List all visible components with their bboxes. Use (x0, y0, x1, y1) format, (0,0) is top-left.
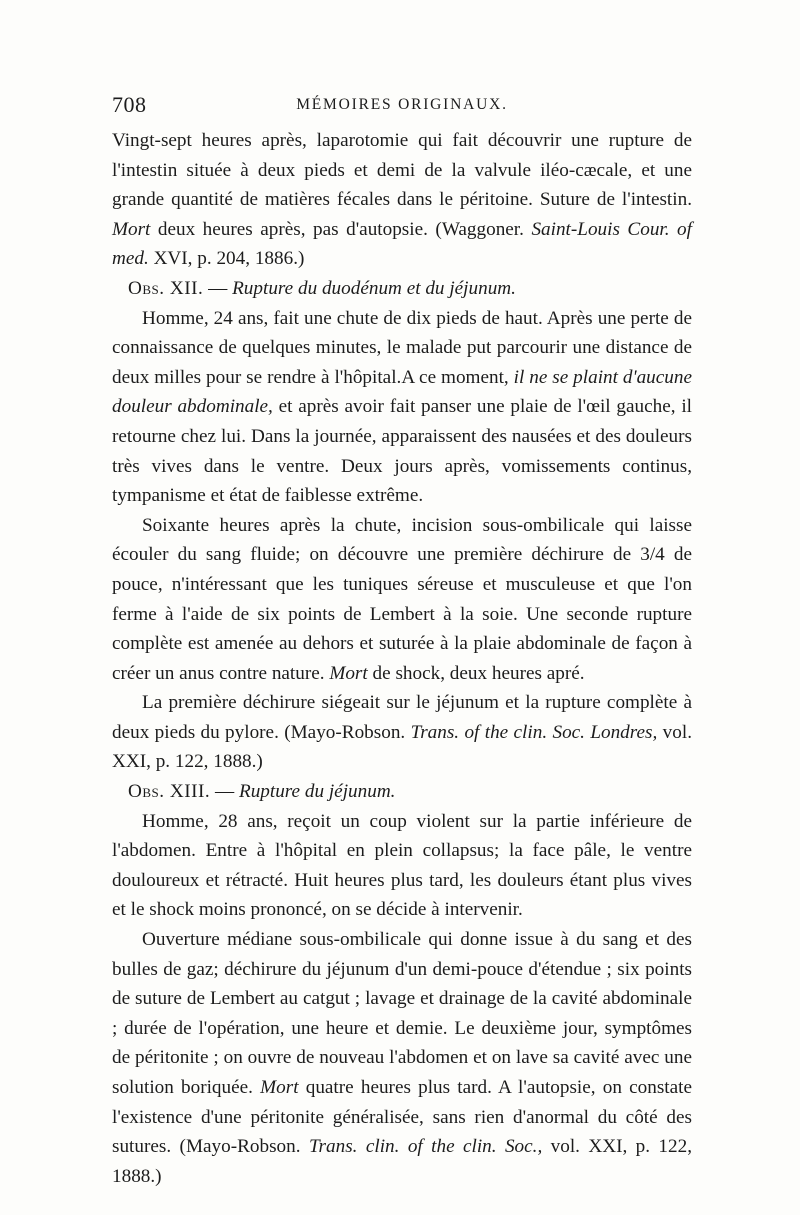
paragraph-case-xii-history: Homme, 24 ans, fait une chute de dix pieds de haut. Après une perte de connaissance de quelques minutes, le malade put parcourir une distance de deux milles pour se rendre à l'hôpital.A ce moment, il ne se plaint d'aucune douleur abdominale, et après avoir fait panser une plaie de l'œil gauche, il retourne chez lui. Dans la journée, apparaissent des nausées et des douleurs très vives dans le ventre. Deux jours après, vomissements continus, tympanisme et état de faiblesse extrême. (112, 307, 692, 507)
observation-heading-xiii: Obs. XIII. — Rupture du jéjunum. (128, 781, 396, 803)
observation-heading-xii: Obs. XII. — Rupture du duodénum et du jéjunum. (128, 277, 516, 299)
paragraph-case-xiii-history: Homme, 28 ans, reçoit un coup violent sur la partie inférieure de l'abdomen. Entre à l'hôpital en plein collapsus; la face pâle, le ventre douloureux et rétracté. Huit heures plus tard, les douleurs étant plus vives et le shock moins prononcé, on se décide à intervenir. (112, 810, 692, 921)
running-head: MÉMOIRES ORIGINAUX. (296, 96, 508, 113)
body-text (112, 126, 692, 1191)
page-number: 708 (112, 92, 147, 117)
paragraph-case-xiii-operation: Ouverture médiane sous-ombilicale qui donne issue à du sang et des bulles de gaz; déchirure du jéjunum d'un demi-pouce d'étendue ; six points de suture de Lembert au catgut ; lavage et drainage de la cavité abdominale ; durée de l'opération, une heure et demie. Le deuxième jour, symptômes de péritonite ; on ouvre de nouveau l'abdomen et on lave sa cavité avec une solution boriquée. Mort quatre heures plus tard. A l'autopsie, on constate l'existence d'une péritonite généralisée, sans rien d'anormal du côté des sutures. (Mayo-Robson. Trans. clin. of the clin. Soc., vol. XXI, p. 122, 1888.) (112, 929, 693, 1187)
paragraph-case-xii-findings: La première déchirure siégeait sur le jéjunum et la rupture complète à deux pieds du pylore. (Mayo-Robson. Trans. of the clin. Soc. Londres, vol. XXI, p. 122, 1888.) (112, 692, 693, 773)
page-header (112, 92, 692, 122)
paragraph-case-xii-operation: Soixante heures après la chute, incision sous-ombilicale qui laisse écouler du sang fluide; on découvre une première déchirure de 3/4 de pouce, n'intéressant que les tuniques séreuse et musculeuse et que l'on ferme à l'aide de six points de Lembert à la soie. Une seconde rupture complète est amenée au dehors et suturée à la plaie abdominale de façon à créer un anus contre nature. Mort de shock, deux heures apré. (112, 514, 692, 684)
paragraph-case-xi-end: Vingt-sept heures après, laparotomie qui fait découvrir une rupture de l'intestin située à deux pieds et demi de la valvule iléo-cæcale, et une grande quantité de matières fécales dans le péritoine. Suture de l'intestin. Mort deux heures après, pas d'autopsie. (Waggoner. Saint-Louis Cour. of med. XVI, p. 204, 1886.) (112, 130, 692, 270)
